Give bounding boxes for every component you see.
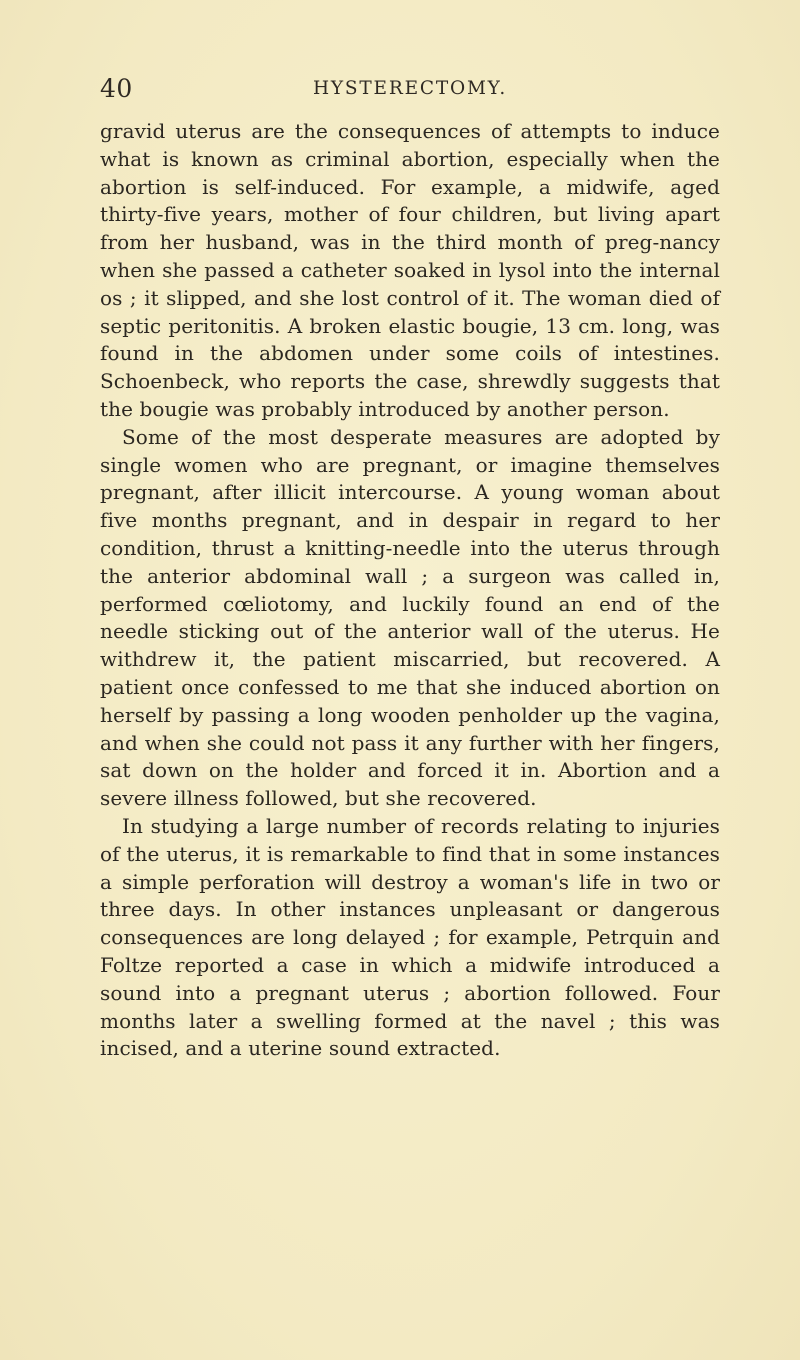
- page-number: 40: [100, 74, 133, 103]
- paragraph-2: Some of the most desperate measures are adopted by single women who are pregnant, or imagine themselves pregnant, after illicit intercourse. A young woman about five months pregnant, and in despair in regard to her condition, thrust a knitting-needle into the uterus through the anterior abdominal wall ; a surgeon was called in, performed cœliotomy, and luckily found an end of the needle sticking out of the anterior wall of the uterus. He withdrew it, the patient miscarried, but recovered. A patient once confessed to me that she induced abortion on herself by passing a long wooden penholder up the vagina, and when she could not pass it any further with her fingers, sat down on the holder and forced it in. Abortion and a severe illness followed, but she recovered.: [100, 424, 720, 811]
- paragraph-3: In studying a large number of records relating to injuries of the uterus, it is remarkable to find that in some instances a simple perforation will destroy a woman's life in two or three days. In other instances unpleasant or dangerous consequences are long delayed ; for example, Petrquin and Foltze reported a case in which a midwife introduced a sound into a pregnant uterus ; abortion followed. Four months later a swelling formed at the navel ; this was incised, and a uterine sound extracted.: [100, 813, 720, 1061]
- running-title: HYSTERECTOMY.: [312, 78, 507, 99]
- paragraph-1: gravid uterus are the consequences of attempts to induce what is known as criminal abortion, especially when the abortion is self-induced. For example, a midwife, aged thirty-five years, mother of four children, but living apart from her husband, was in the third month of preg-nancy when she passed a catheter soaked in lysol into the internal os ; it slipped, and she lost control of it. The woman died of septic peritonitis. A broken elastic bougie, 13 cm. long, was found in the abdomen under some coils of intestines. Schoenbeck, who reports the case, shrewdly suggests that the bougie was probably introduced by another person.: [100, 119, 720, 421]
- body-text: [100, 118, 720, 1063]
- running-head: [100, 70, 720, 110]
